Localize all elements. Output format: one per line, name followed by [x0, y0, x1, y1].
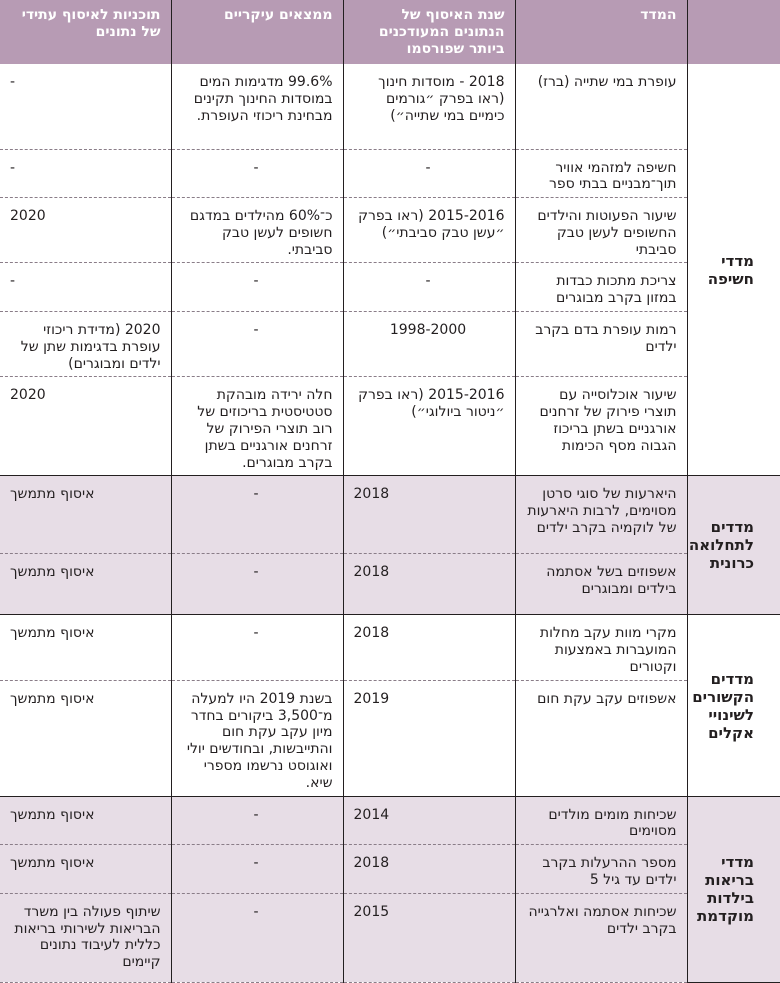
table-row	[0, 796, 780, 845]
table-row	[0, 263, 780, 312]
cell-measure: שכיחות מומים מולדים מסוימים	[515, 796, 687, 845]
cell-year: 2019	[343, 680, 515, 796]
cell-findings: -	[171, 263, 343, 312]
cell-plans: 2020	[0, 377, 171, 476]
header-plans: תוכניות לאיסוף עתידי של נתונים	[0, 0, 171, 64]
header-category	[687, 0, 780, 64]
cell-plans: 2020	[0, 198, 171, 263]
cell-measure: אשפוזים בשל אסתמה בילדים ומבוגרים	[515, 554, 687, 615]
table-row	[0, 615, 780, 680]
cell-plans: 2020 (מדידת ריכוזי עופרת בדגימות שתן של ילדים ומבוגרים)	[0, 312, 171, 377]
cell-findings: -	[171, 845, 343, 894]
cell-plans: איסוף מתמשך	[0, 796, 171, 845]
cell-findings: חלה ירידה מובהקת סטטיסטית בריכוזים של רוב תוצרי הפירוק של זרחנים אורגניים בשתן בקרב מבוגרים.	[171, 377, 343, 476]
cell-plans: -	[0, 149, 171, 198]
cell-plans: איסוף מתמשך	[0, 680, 171, 796]
cell-measure: שיעור הפעוטות והילדים החשופים לעשן טבק סביבתי	[515, 198, 687, 263]
cell-year: 2018 - מוסדות חינוך (ראו בפרק ״גורמים כימיים במי שתייה״)	[343, 64, 515, 149]
cell-year: 2014	[343, 796, 515, 845]
cell-year: 2018	[343, 845, 515, 894]
cell-measure: אשפוזים עקב עקת חום	[515, 680, 687, 796]
cell-year: 2018	[343, 615, 515, 680]
cell-plans: -	[0, 64, 171, 149]
cell-plans: איסוף מתמשך	[0, 554, 171, 615]
header-measure: המדד	[515, 0, 687, 64]
cell-measure: צריכת מתכות כבדות במזון בקרב מבוגרים	[515, 263, 687, 312]
cell-plans: איסוף מתמשך	[0, 476, 171, 554]
table-row	[0, 476, 780, 554]
cell-findings: בשנת 2019 היו למעלה מ־3,500 ביקורים בחדר מיון עקב עקת חום והתייבשות, ובחודשים יולי ואוגוסט נרשמו מספרי שיא.	[171, 680, 343, 796]
cell-measure: מקרי מוות עקב מחלות המועברות באמצעות וקטורים	[515, 615, 687, 680]
cell-year: -	[343, 263, 515, 312]
cell-findings: -	[171, 554, 343, 615]
cell-plans: -	[0, 263, 171, 312]
category-climate: מדדים הקשורים לשינויי אקלים	[687, 615, 780, 796]
category-early: מדדי בריאות בילדות מוקדמת	[687, 796, 780, 982]
cell-year: 2018	[343, 554, 515, 615]
cell-year: 2018	[343, 476, 515, 554]
cell-plans: איסוף מתמשך	[0, 615, 171, 680]
cell-measure: רמות עופרת בדם בקרב ילדים	[515, 312, 687, 377]
header-year: שנת האיסוף של הנתונים המעודכנים ביותר שפורסמו	[343, 0, 515, 64]
category-chronic: מדדים לתחלואה כרונית	[687, 476, 780, 615]
cell-year: 1998-2000	[343, 312, 515, 377]
cell-measure: מספר ההרעלות בקרב ילדים עד גיל 5	[515, 845, 687, 894]
cell-measure: שיעור אוכלוסייה עם תוצרי פירוק של זרחנים אורגניים בשתן בריכוז הגבוה מסף הכימות	[515, 377, 687, 476]
header-findings: ממצאים עיקריים	[171, 0, 343, 64]
table-row	[0, 680, 780, 796]
table-row	[0, 64, 780, 149]
cell-findings: -	[171, 796, 343, 845]
cell-measure: שכיחות אסתמה ואלרגייה בקרב ילדים	[515, 893, 687, 982]
cell-year: -	[343, 149, 515, 198]
cell-plans: איסוף מתמשך	[0, 845, 171, 894]
header-row	[0, 0, 780, 64]
cell-findings: -	[171, 893, 343, 982]
cell-findings: 99.6% מדגימות המים במוסדות החינוך תקינים מבחינת ריכוזי העופרת.	[171, 64, 343, 149]
table-row	[0, 845, 780, 894]
table-row	[0, 377, 780, 476]
cell-year: 2015-2016 (ראו בפרק ״עשן טבק סביבתי״)	[343, 198, 515, 263]
cell-findings: -	[171, 615, 343, 680]
cell-year: 2015-2016 (ראו בפרק ״ניטור ביולוגי״)	[343, 377, 515, 476]
cell-year: 2015	[343, 893, 515, 982]
table-row	[0, 554, 780, 615]
table-row	[0, 893, 780, 982]
category-exposure: מדדי חשיפה	[687, 64, 780, 476]
table-row	[0, 198, 780, 263]
cell-measure: היארעות של סוגי סרטן מסוימים, לרבות היארעות של לוקמיה בקרב ילדים	[515, 476, 687, 554]
cell-plans: שיתוף פעולה בין משרד הבריאות לשירותי בריאות כללית לעיבוד נתונים קיימים	[0, 893, 171, 982]
cell-measure: עופרת במי שתייה (ברז)	[515, 64, 687, 149]
cell-findings: כ־60% מהילדים במדגם חשופים לעשן טבק סביבתי.	[171, 198, 343, 263]
table-row	[0, 149, 780, 198]
cell-measure: חשיפה למזהמי אוויר תוך־מבניים בבתי ספר	[515, 149, 687, 198]
cell-findings: -	[171, 476, 343, 554]
table-row	[0, 312, 780, 377]
cell-findings: -	[171, 312, 343, 377]
cell-findings: -	[171, 149, 343, 198]
